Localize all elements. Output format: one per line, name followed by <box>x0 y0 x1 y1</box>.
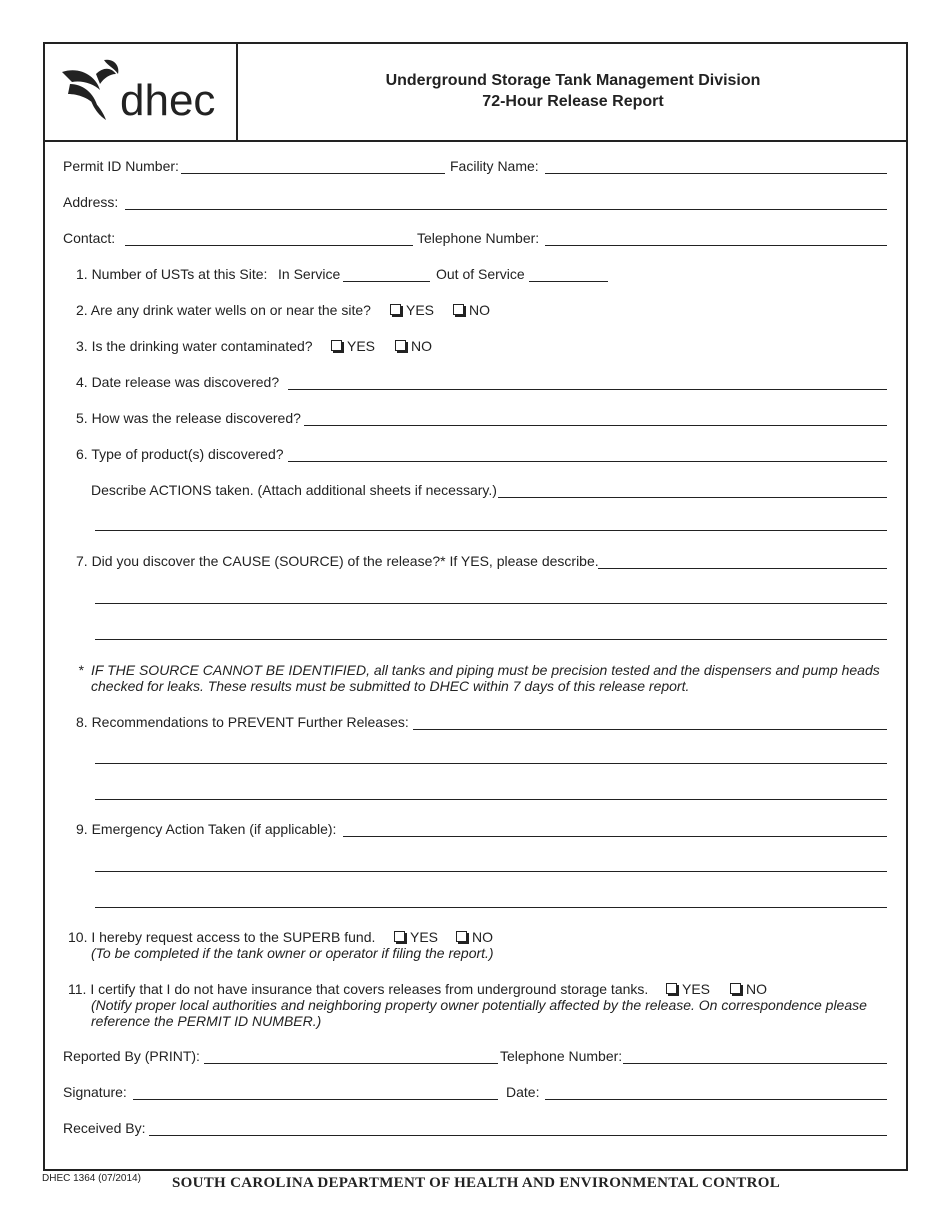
q10-yes-option[interactable]: YES <box>394 928 438 946</box>
q11-note-line-2: reference the PERMIT ID NUMBER.) <box>91 1013 322 1029</box>
permit-facility-row <box>0 157 950 175</box>
q7-field[interactable] <box>598 568 887 569</box>
in-service-field[interactable] <box>343 281 430 282</box>
date-label: Date: <box>506 1084 540 1100</box>
signature-field[interactable] <box>133 1099 498 1100</box>
q11-label: 11. I certify that I do not have insurance that covers releases from underground storage tanks. <box>68 981 649 997</box>
q9-label: 9. Emergency Action Taken (if applicable): <box>76 821 337 837</box>
q4-field[interactable] <box>288 389 887 390</box>
note-line-1: IF THE SOURCE CANNOT BE IDENTIFIED, all tanks and piping must be precision tested and the dispensers and pump heads <box>91 662 880 678</box>
reported-by-row <box>0 1047 950 1065</box>
facility-name-field[interactable] <box>545 173 887 174</box>
contact-row <box>0 229 950 247</box>
out-service-label: Out of Service <box>436 266 525 282</box>
q4-label: 4. Date release was discovered? <box>76 374 280 390</box>
svg-text:dhec: dhec <box>120 76 216 122</box>
facility-name-label: Facility Name: <box>450 158 539 174</box>
q10-no-option[interactable]: NO <box>456 928 493 946</box>
address-field[interactable] <box>125 209 887 210</box>
q11-no-option[interactable]: NO <box>730 980 767 998</box>
telephone-field[interactable] <box>545 245 887 246</box>
note-line-2: checked for leaks. These results must be submitted to DHEC within 7 days of this release report. <box>91 678 690 694</box>
form-title <box>238 70 908 112</box>
checkbox-icon[interactable] <box>730 983 741 994</box>
q8-field[interactable] <box>413 729 887 730</box>
permit-id-field[interactable] <box>181 173 445 174</box>
out-service-field[interactable] <box>529 281 608 282</box>
checkbox-icon[interactable] <box>456 931 467 942</box>
q10-label: 10. I hereby request access to the SUPERB fund. <box>68 929 376 945</box>
received-by-field[interactable] <box>149 1135 887 1136</box>
contact-field[interactable] <box>125 245 413 246</box>
q6-label: 6. Type of product(s) discovered? <box>76 446 284 462</box>
header-divider <box>43 140 908 142</box>
in-service-label: In Service <box>278 266 341 282</box>
reported-by-field[interactable] <box>204 1063 498 1064</box>
q11-yes-option[interactable]: YES <box>666 980 710 998</box>
q8-field-line-3[interactable] <box>95 799 887 800</box>
q5-field[interactable] <box>304 425 887 426</box>
q2-no-option[interactable]: NO <box>453 301 490 319</box>
question-1 <box>0 265 950 283</box>
q3-no-option[interactable]: NO <box>395 337 432 355</box>
q8-field-line-2[interactable] <box>95 763 887 764</box>
form-code: DHEC 1364 (07/2014) <box>42 1173 141 1184</box>
q5-label: 5. How was the release discovered? <box>76 410 301 426</box>
question-6 <box>0 445 950 463</box>
address-label: Address: <box>63 194 119 210</box>
title-line-1: Underground Storage Tank Management Division <box>385 72 761 89</box>
checkbox-icon[interactable] <box>453 304 464 315</box>
actions-label: Describe ACTIONS taken. (Attach additional sheets if necessary.) <box>91 482 497 498</box>
checkbox-icon[interactable] <box>395 340 406 351</box>
actions-field[interactable] <box>498 497 887 498</box>
q2-label: 2. Are any drink water wells on or near the site? <box>76 302 371 318</box>
note-asterisk: * <box>78 662 84 678</box>
q1-label: 1. Number of USTs at this Site: <box>76 266 268 282</box>
department-name: SOUTH CAROLINA DEPARTMENT OF HEALTH AND ENVIRONMENTAL CONTROL <box>172 1175 780 1191</box>
q9-field-line-3[interactable] <box>95 907 887 908</box>
contact-label: Contact: <box>63 230 116 246</box>
received-by-row <box>0 1119 950 1137</box>
q3-yes-option[interactable]: YES <box>331 337 375 355</box>
telephone-label: Telephone Number: <box>417 230 540 246</box>
q11-note-line-1: (Notify proper local authorities and neighboring property owner potentially affected by the release. On correspondence please <box>91 997 867 1013</box>
dhec-logo <box>60 58 225 122</box>
q7-field-line-3[interactable] <box>95 639 887 640</box>
q9-field-line-2[interactable] <box>95 871 887 872</box>
q8-label: 8. Recommendations to PREVENT Further Releases: <box>76 714 409 730</box>
question-9 <box>0 820 950 838</box>
date-field[interactable] <box>545 1099 887 1100</box>
permit-id-label: Permit ID Number: <box>63 158 179 174</box>
q3-label: 3. Is the drinking water contaminated? <box>76 338 313 354</box>
actions-row <box>0 481 950 499</box>
checkbox-icon[interactable] <box>331 340 342 351</box>
received-by-label: Received By: <box>63 1120 146 1136</box>
q9-field[interactable] <box>343 836 887 837</box>
signature-label: Signature: <box>63 1084 127 1100</box>
question-7 <box>0 552 950 570</box>
q7-label: 7. Did you discover the CAUSE (SOURCE) of the release?* If YES, please describe. <box>76 553 599 569</box>
reporter-telephone-label: Telephone Number: <box>500 1048 623 1064</box>
question-3 <box>0 337 950 355</box>
question-2 <box>0 301 950 319</box>
actions-field-line-2[interactable] <box>95 530 887 531</box>
reported-by-label: Reported By (PRINT): <box>63 1048 200 1064</box>
question-5 <box>0 409 950 427</box>
q2-yes-option[interactable]: YES <box>390 301 434 319</box>
reporter-telephone-field[interactable] <box>623 1063 887 1064</box>
question-8 <box>0 713 950 731</box>
q7-field-line-2[interactable] <box>95 603 887 604</box>
checkbox-icon[interactable] <box>390 304 401 315</box>
q10-note: (To be completed if the tank owner or operator if filing the report.) <box>91 945 494 961</box>
question-4 <box>0 373 950 391</box>
checkbox-icon[interactable] <box>666 983 677 994</box>
signature-row <box>0 1083 950 1101</box>
title-line-2: 72-Hour Release Report <box>482 93 664 110</box>
address-row <box>0 193 950 211</box>
q6-field[interactable] <box>288 461 887 462</box>
checkbox-icon[interactable] <box>394 931 405 942</box>
